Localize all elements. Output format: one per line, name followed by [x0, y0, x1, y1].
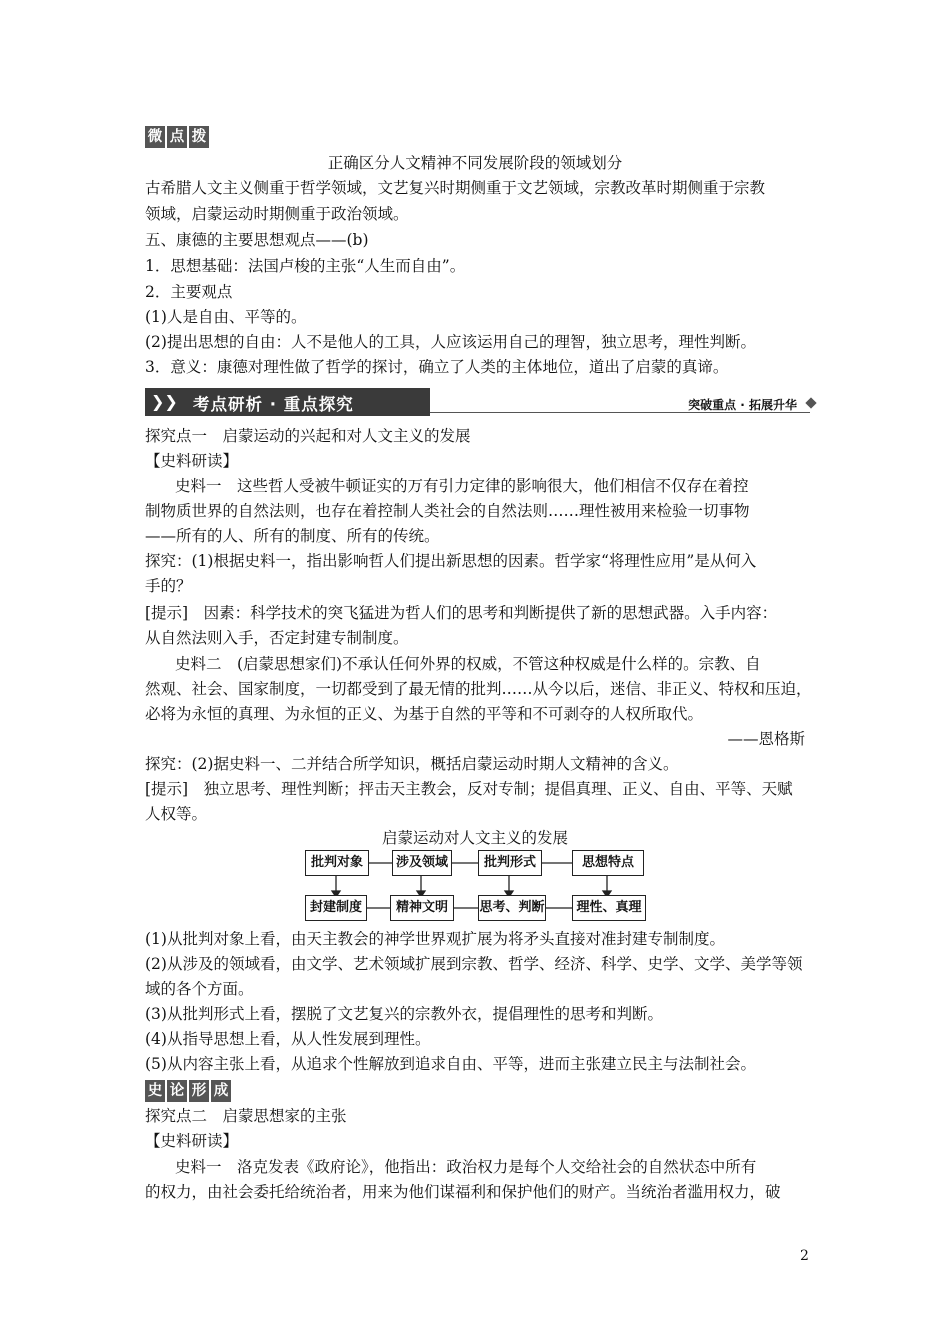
hint-text: [提示] 独立思考、理性判断；抨击天主教会，反对专制；提倡真理、正义、自由、平等、天赋: [145, 780, 793, 798]
kant-item: 3．意义：康德对理性做了哲学的探讨，确立了人类的主体地位，道出了启蒙的真谛。: [145, 358, 729, 376]
point1-reading-label: 【史料研读】: [145, 452, 239, 470]
diagram-box-bottom: 思考、判断: [478, 895, 546, 921]
weidian-title: 正确区分人文精神不同发展阶段的领域划分: [327, 154, 623, 172]
shilun-tag: [145, 1080, 231, 1102]
question-text: 探究：(2)据史料一、二并结合所学知识，概括启蒙运动时期人文精神的含义。: [145, 755, 679, 773]
analysis-point: (3)从批判形式上看，摆脱了文艺复兴的宗教外衣，提倡理性的思考和判断。: [145, 1005, 663, 1023]
hint-text: 人权等。: [145, 805, 208, 823]
diagram-box-top: 思想特点: [572, 850, 644, 876]
tag-char: 史: [145, 1080, 165, 1102]
weidian-paragraph: 领域，启蒙运动时期侧重于政治领域。: [145, 205, 409, 223]
diagram-box-bottom: 理性、真理: [572, 895, 646, 921]
point2-reading-label: 【史料研读】: [145, 1132, 239, 1150]
source-text: ——所有的人、所有的制度、所有的传统。: [145, 527, 440, 545]
banner-subtitle: 突破重点 · 拓展升华: [688, 398, 797, 412]
tag-char: 点: [167, 126, 187, 148]
double-chevron-icon: ❯❯: [151, 392, 178, 411]
diagram-box-top: 批判对象: [305, 850, 369, 876]
analysis-point: (1)从批判对象上看，由天主教会的神学世界观扩展为将矛头直接对准封建专制制度。: [145, 930, 725, 948]
analysis-point: (2)从涉及的领域看，由文学、艺术领域扩展到宗教、哲学、经济、科学、史学、文学、美学等领: [145, 955, 803, 973]
kant-item: 1．思想基础：法国卢梭的主张“人生而自由”。: [145, 257, 466, 275]
question-text: 手的？: [145, 577, 192, 595]
source-text: 史料一 这些哲人受被牛顿证实的万有引力定律的影响很大，他们相信不仅存在着控: [175, 477, 749, 495]
tag-char: 形: [189, 1080, 209, 1102]
hint-text: 从自然法则入手，否定封建专制制度。: [145, 629, 409, 647]
diagram-title: 启蒙运动对人文主义的发展: [381, 829, 568, 847]
kant-item: 2．主要观点: [145, 283, 233, 301]
diagram-box-top: 批判形式: [478, 850, 542, 876]
tag-char: 论: [167, 1080, 187, 1102]
source-text: 的权力，由社会委托给统治者，用来为他们谋福利和保护他们的财产。当统治者滥用权力，破: [145, 1183, 781, 1201]
source-text: 史料二 (启蒙思想家们)不承认任何外界的权威，不管这种权威是什么样的。宗教、自: [175, 655, 761, 673]
tag-char: 微: [145, 126, 165, 148]
source-attribution: ——恩格斯: [727, 730, 805, 748]
point2-heading: 探究点二 启蒙思想家的主张: [145, 1107, 347, 1125]
analysis-point: (4)从指导思想上看，从人性发展到理性。: [145, 1030, 431, 1048]
analysis-point: (5)从内容主张上看，从追求个性解放到追求自由、平等，进而主张建立民主与法制社会。: [145, 1055, 756, 1073]
tag-char: 成: [211, 1080, 231, 1102]
point1-heading: 探究点一 启蒙运动的兴起和对人文主义的发展: [145, 427, 471, 445]
page-number: 2: [800, 1248, 809, 1264]
banner-title: 考点研析 · 重点探究: [193, 395, 354, 414]
kant-subitem: (1)人是自由、平等的。: [145, 308, 307, 326]
question-text: 探究：(1)根据史料一，指出影响哲人们提出新思想的因素。哲学家“将理性应用”是从何入: [145, 552, 757, 570]
kant-subitem: (2)提出思想的自由：人不是他人的工具，人应该运用自己的理智，独立思考，理性判断。: [145, 333, 756, 351]
diagram-box-bottom: 精神文明: [390, 895, 454, 921]
source-text: 史料一 洛克发表《政府论》，他指出：政治权力是每个人交给社会的自然状态中所有: [175, 1158, 757, 1176]
source-text: 然观、社会、国家制度，一切都受到了最无情的批判……从今以后，迷信、非正义、特权和压迫，: [145, 680, 812, 698]
analysis-point: 域的各个方面。: [145, 980, 254, 998]
source-text: 制物质世界的自然法则，也存在着控制人类社会的自然法则……理性被用来检验一切事物: [145, 502, 750, 520]
source-text: 必将为永恒的真理、为永恒的正义、为基于自然的平等和不可剥夺的人权所取代。: [145, 705, 704, 723]
kant-heading: 五、康德的主要思想观点——(b): [145, 231, 369, 249]
diagram-box-bottom: 封建制度: [305, 895, 367, 921]
hint-text: [提示] 因素：科学技术的突飞猛进为哲人们的思考和判断提供了新的思想武器。入手内容：: [145, 604, 778, 622]
weidian-paragraph: 古希腊人文主义侧重于哲学领域，文艺复兴时期侧重于文艺领域，宗教改革时期侧重于宗教: [145, 179, 766, 197]
tag-char: 拨: [189, 126, 209, 148]
diagram-box-top: 涉及领域: [392, 850, 452, 876]
